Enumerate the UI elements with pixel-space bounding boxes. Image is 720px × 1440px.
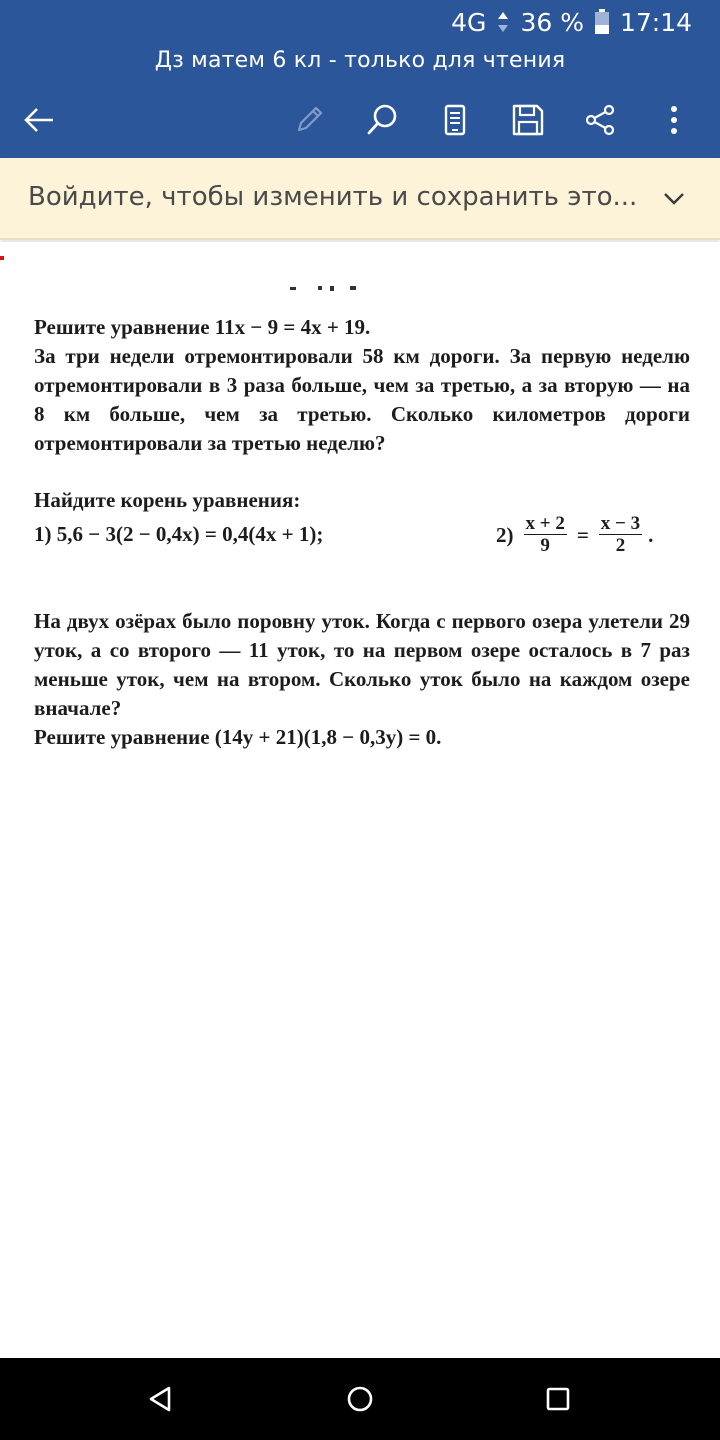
task-equation-1: Решите уравнение 11x − 9 = 4x + 19. [34, 315, 371, 339]
battery-percent: 36 % [520, 7, 584, 37]
equals-sign: = [576, 522, 589, 547]
equation-1: 1) 5,6 − 3(2 − 0,4x) = 0,4(4x + 1); [34, 522, 324, 546]
fraction-right-numerator: x − 3 [600, 512, 641, 534]
battery-icon [594, 9, 610, 35]
fraction-left-denominator: 9 [540, 534, 550, 556]
clock: 17:14 [619, 7, 692, 37]
task-equation-2: Решите уравнение (14y + 21)(1,8 − 0,3y) = 0. [34, 725, 442, 749]
document-page[interactable] [0, 242, 720, 1358]
clipped-text-fragment [290, 286, 360, 292]
margin-mark [0, 256, 4, 260]
nav-back-button[interactable] [138, 1377, 182, 1421]
reading-view-button[interactable] [433, 98, 477, 142]
back-button[interactable] [17, 98, 61, 142]
chevron-down-icon[interactable] [658, 182, 690, 214]
more-options-button[interactable] [652, 98, 696, 142]
toolbar [0, 92, 720, 148]
share-button[interactable] [578, 98, 622, 142]
task-road-repair: За три недели отремонтировали 58 км дороги. За первую неделю отремонтировали в 3 раза больше, чем за третью, а за вторую — на 8 км больше, чем за третью. Сколько километров дороги отремонтировали за третью неделю? [34, 344, 690, 455]
recents-square-icon [543, 1384, 573, 1414]
app-header [0, 0, 720, 158]
reading-view-icon [437, 102, 473, 138]
edit-button[interactable] [287, 98, 331, 142]
equation-2 [492, 512, 653, 558]
task-find-root: Найдите корень уравнения: [34, 488, 301, 512]
fraction-right [599, 514, 642, 557]
nav-recents-button[interactable] [536, 1377, 580, 1421]
home-circle-icon [345, 1384, 375, 1414]
banner-message: Войдите, чтобы изменить и сохранить это... [28, 182, 638, 212]
status-bar [0, 0, 720, 44]
search-button[interactable] [360, 98, 404, 142]
edit-pencil-icon [291, 102, 327, 138]
equation-2-end: . [648, 522, 654, 547]
equations-row [34, 512, 690, 562]
back-triangle-icon [145, 1384, 175, 1414]
fraction-left [524, 514, 567, 557]
share-icon [582, 102, 618, 138]
search-icon [364, 102, 400, 138]
equation-2-label: 2) [496, 522, 514, 547]
more-options-icon [656, 102, 692, 138]
navigation-bar [0, 1358, 720, 1440]
status-indicators [441, 7, 692, 37]
save-button[interactable] [506, 98, 550, 142]
fraction-right-denominator: 2 [615, 534, 626, 556]
data-activity-icon [496, 11, 510, 33]
back-arrow-icon [21, 102, 57, 138]
save-icon [510, 102, 546, 138]
sign-in-banner[interactable] [0, 158, 720, 240]
nav-home-button[interactable] [338, 1377, 382, 1421]
task-ducks: На двух озёрах было поровну уток. Когда с первого озера улетели 29 уток, а со второго — 11 уток, то на первом озере осталось в 7 раз меньше уток, чем на втором. Сколько уток было на каждом озере вначале? [34, 609, 690, 720]
network-type: 4G [451, 7, 487, 37]
document-title: Дз матем 6 кл - только для чтения [154, 48, 566, 73]
fraction-left-numerator: x + 2 [525, 512, 565, 534]
